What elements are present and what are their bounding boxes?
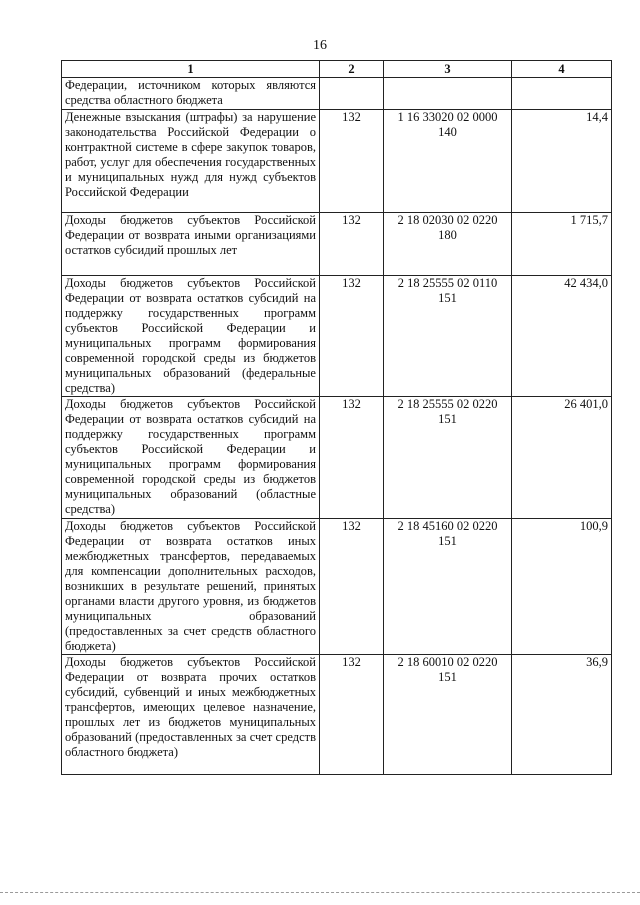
row-name: Доходы бюджетов субъектов Российской Федерации от возврата остатков субсидий на поддержку государственных программ субъектов Российской Федерации и муниципальных программ формирования современной городской среды из бюджетов муниципальных образований (федеральные средства): [62, 276, 320, 397]
row-admin-code: 132: [320, 397, 384, 519]
row-admin-code: 132: [320, 655, 384, 775]
revenue-table: [61, 60, 612, 775]
table-header-row: [62, 61, 612, 78]
table-row: [62, 276, 612, 397]
row-budget-code: 1 16 33020 02 0000 140: [384, 110, 512, 213]
row-budget-code: 2 18 60010 02 0220 151: [384, 655, 512, 775]
row-admin-code: 132: [320, 519, 384, 655]
row-amount: 36,9: [512, 655, 612, 775]
row-admin-code: 132: [320, 213, 384, 276]
table-row: [62, 213, 612, 276]
row-amount: 1 715,7: [512, 213, 612, 276]
row-name: Доходы бюджетов субъектов Российской Федерации от возврата прочих остатков субсидий, субвенций и иных межбюджетных трансфертов, имеющих целевое назначение, прошлых лет из бюджетов муниципальных образований (предоставленных за счет средств областного бюджета): [62, 655, 320, 775]
table-row: [62, 78, 612, 110]
row-budget-code: 2 18 25555 02 0110 151: [384, 276, 512, 397]
row-admin-code: 132: [320, 276, 384, 397]
table-row: [62, 110, 612, 213]
column-header-admin: 2: [320, 61, 384, 78]
row-budget-code: 2 18 45160 02 0220 151: [384, 519, 512, 655]
row-amount: 42 434,0: [512, 276, 612, 397]
column-header-amount: 4: [512, 61, 612, 78]
row-admin-code: 132: [320, 110, 384, 213]
row-name: Доходы бюджетов субъектов Российской Федерации от возврата остатков субсидий на поддержку государственных программ субъектов Российской Федерации и муниципальных программ формирования современной городской среды из бюджетов муниципальных образований (областные средства): [62, 397, 320, 519]
row-amount: [512, 78, 612, 110]
row-admin-code: [320, 78, 384, 110]
column-header-name: 1: [62, 61, 320, 78]
row-name: Денежные взыскания (штрафы) за нарушение законодательства Российской Федерации о контрактной системе в сфере закупок товаров, работ, услуг для обеспечения государственных и муниципальных нужд для нужд субъектов Российской Федерации: [62, 110, 320, 213]
table-row: [62, 655, 612, 775]
row-amount: 26 401,0: [512, 397, 612, 519]
row-budget-code: [384, 78, 512, 110]
row-name: Доходы бюджетов субъектов Российской Федерации от возврата остатков иных межбюджетных трансфертов, передаваемых для компенсации дополнительных расходов, возникших в результате решений, принятых органами власти другого уровня, из бюджетов муниципальных образований (предоставленных за счет средств областного бюджета): [62, 519, 320, 655]
table-row: [62, 397, 612, 519]
row-amount: 14,4: [512, 110, 612, 213]
page-number: 16: [313, 38, 327, 53]
row-amount: 100,9: [512, 519, 612, 655]
row-budget-code: 2 18 25555 02 0220 151: [384, 397, 512, 519]
scan-edge-line: [0, 892, 640, 899]
column-header-code: 3: [384, 61, 512, 78]
table-row: [62, 519, 612, 655]
row-name: Доходы бюджетов субъектов Российской Федерации от возврата иными организациями остатков субсидий прошлых лет: [62, 213, 320, 276]
row-budget-code: 2 18 02030 02 0220 180: [384, 213, 512, 276]
row-name: Федерации, источником которых являются средства областного бюджета: [62, 78, 320, 110]
